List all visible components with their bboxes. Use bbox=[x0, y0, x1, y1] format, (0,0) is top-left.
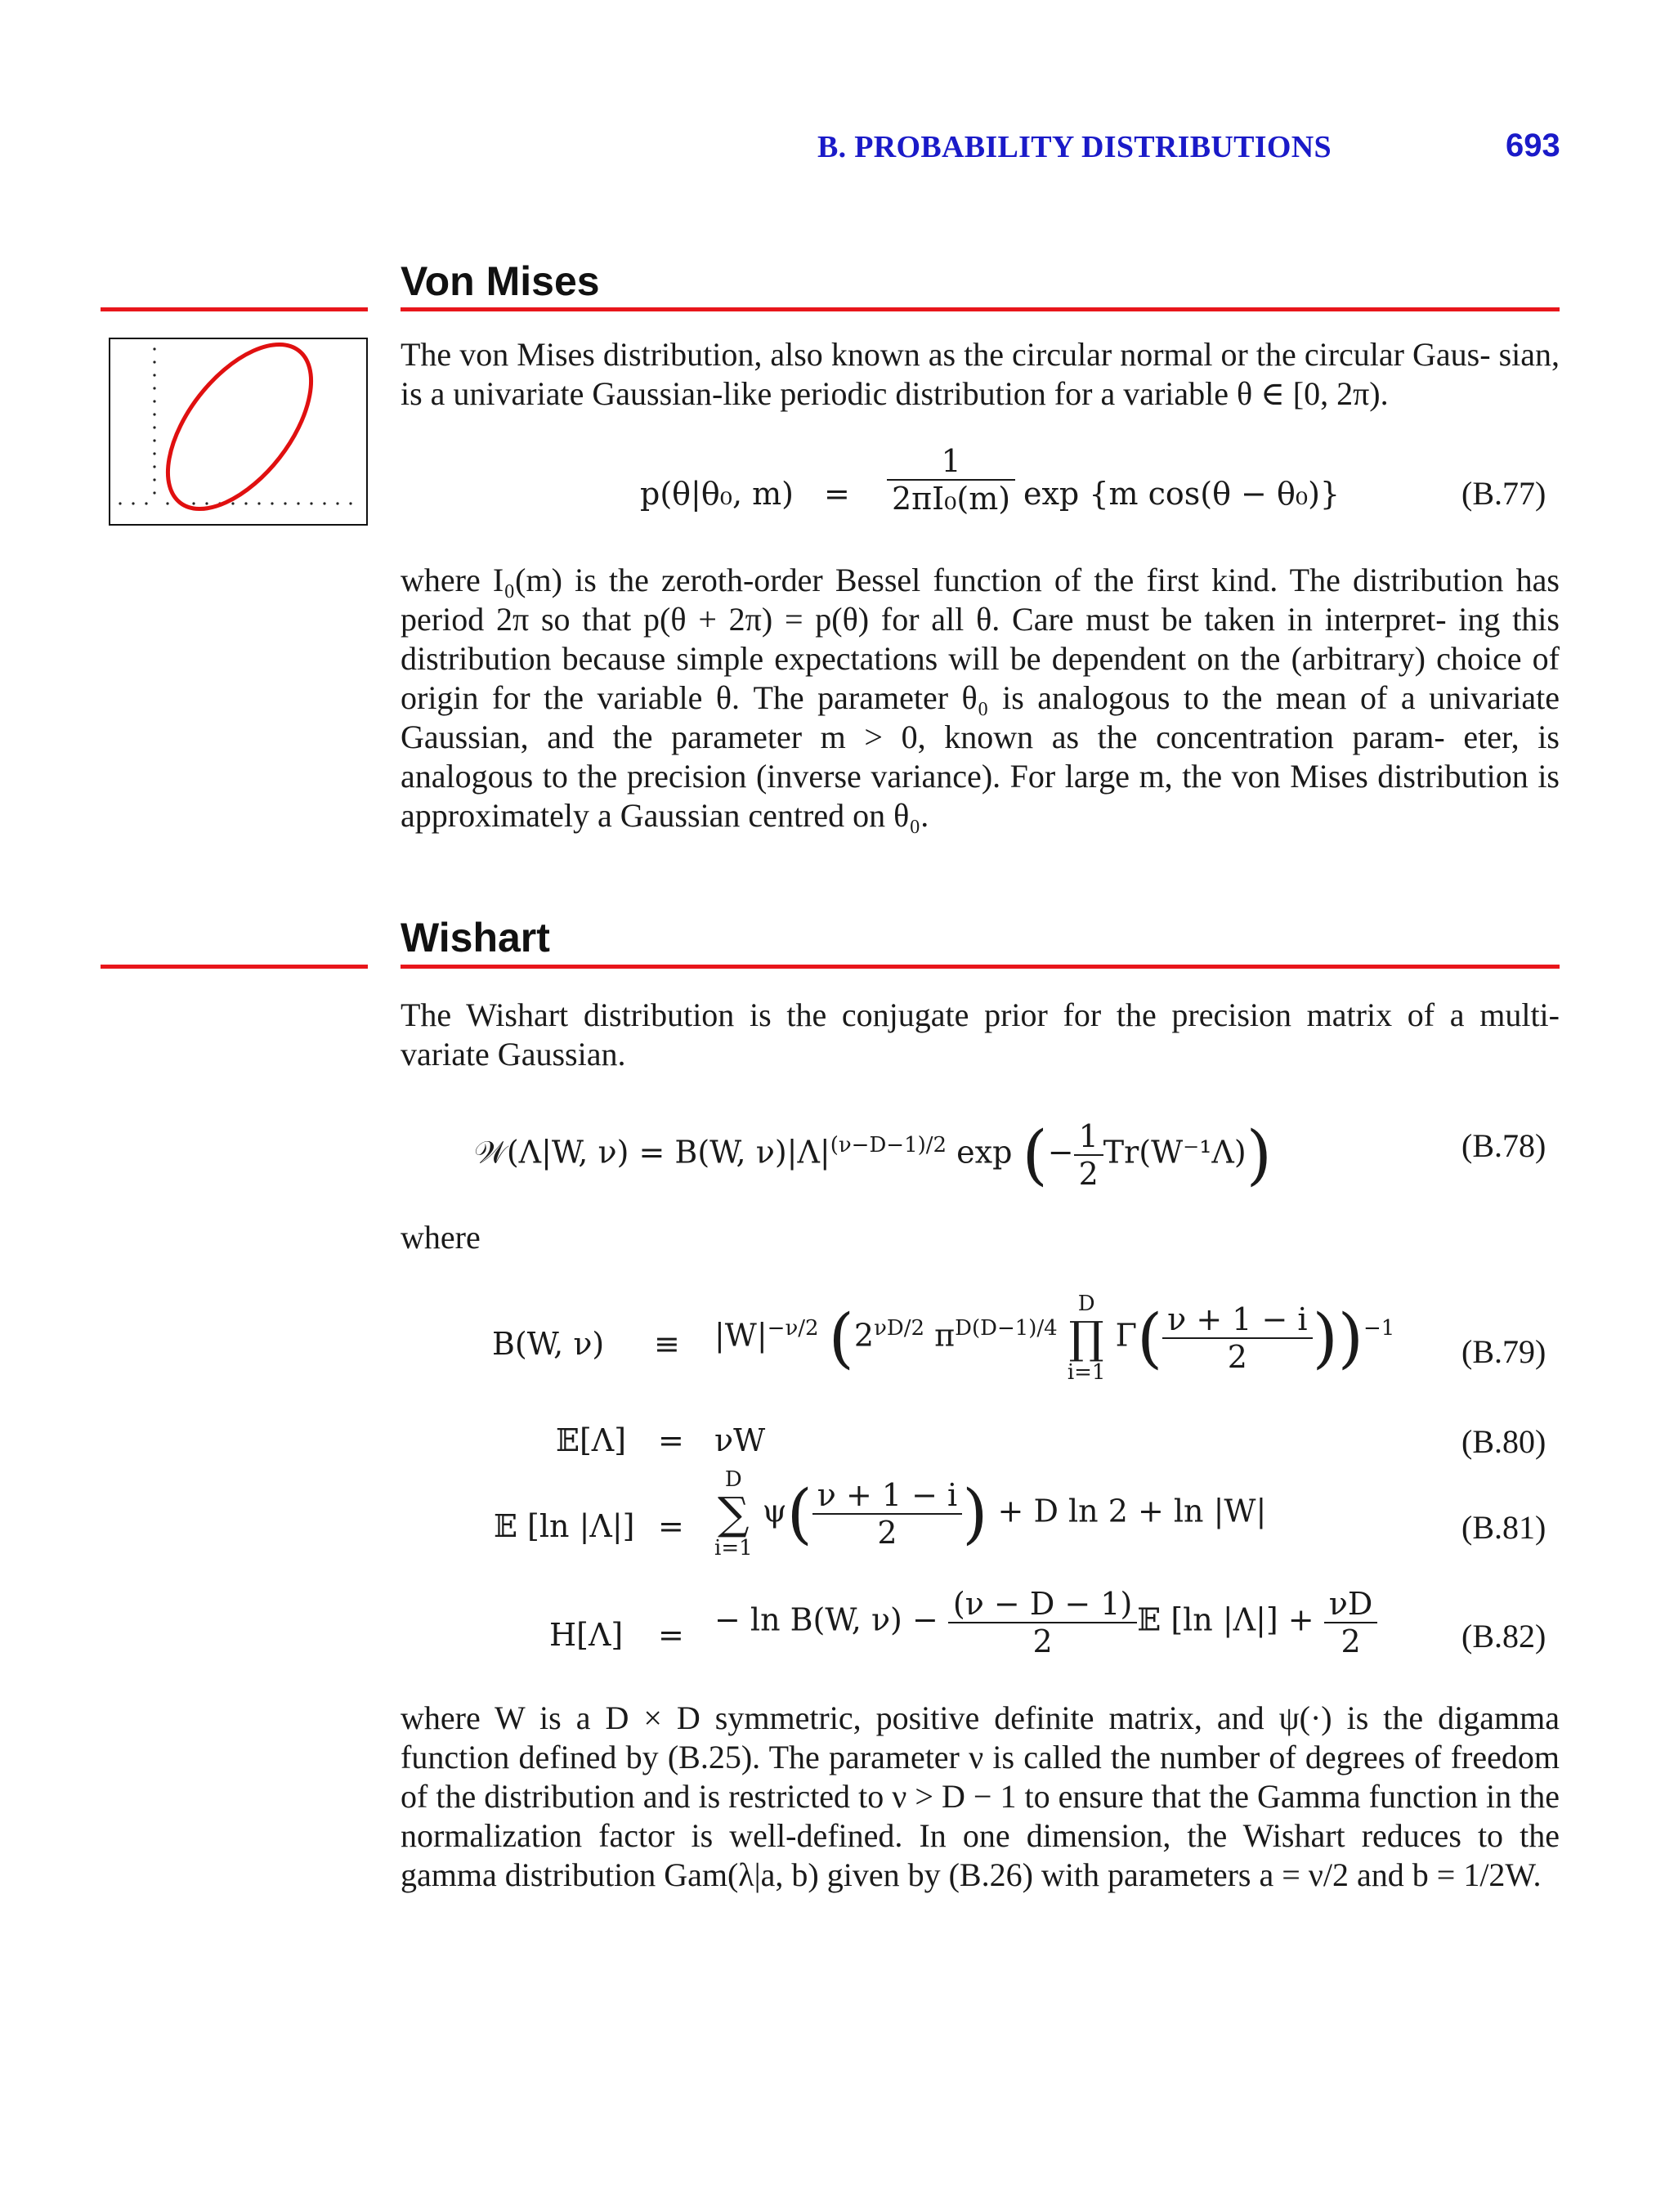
eq-b77-rel: = bbox=[824, 476, 850, 512]
eq-b80-rhs: νW bbox=[714, 1422, 766, 1458]
eq-b82-rhs bbox=[714, 1586, 1377, 1659]
von-mises-ellipse-plot-icon bbox=[109, 338, 368, 526]
eq-b79-rel: ≡ bbox=[654, 1326, 680, 1362]
eq-b78-lhs: 𝒲(Λ|W, ν) = B(W, ν)|Λ| bbox=[474, 1134, 830, 1171]
eq-b79-label: (B.79) bbox=[1461, 1333, 1546, 1370]
eq-b82-label: (B.82) bbox=[1461, 1618, 1546, 1655]
margin-rule-left bbox=[101, 965, 368, 969]
eq-b79-outer-exp: −1 bbox=[1363, 1315, 1395, 1341]
eq-b81-lhs: 𝔼 [ln |Λ|] bbox=[494, 1508, 635, 1544]
running-header-title: B. PROBABILITY DISTRIBUTIONS bbox=[817, 130, 1332, 164]
eq-b81-frac-den: 2 bbox=[877, 1515, 897, 1551]
eq-b79-gamma: Γ bbox=[1115, 1317, 1137, 1354]
eq-b79-two: 2 bbox=[853, 1317, 875, 1354]
eq-b79-two-exp: νD/2 bbox=[874, 1315, 925, 1341]
eq-b82-frac2-den: 2 bbox=[1341, 1623, 1361, 1659]
eq-b81-rel: = bbox=[658, 1508, 684, 1544]
eq-b78-trace: Tr(W⁻¹Λ) bbox=[1103, 1134, 1247, 1171]
summation-icon: ∑ bbox=[718, 1488, 750, 1539]
wishart-body: where W is a D × D symmetric, positive definite matrix, and ψ(·) is the digamma function defined by (B.25). The parameter ν is called the number of degrees of freedom of the distribution and is restricted to ν > D − 1 to ensure that the Gamma function in the normalization factor is well-defined. In one dimension, the Wishart reduces to the gamma distribution Gam(λ|a, b) given by (B.26) with parameters a = ν/2 and b = 1/2W. bbox=[401, 1699, 1560, 1893]
eq-b81-sum-bot: i=1 bbox=[714, 1536, 753, 1560]
eq-b79-det-exp: −ν/2 bbox=[767, 1315, 819, 1341]
eq-b81-rhs: D ∑ i=1 ψ( $\frac{\nu + 1 - i}{2}$ ) + D ln 2 + ln |W| bbox=[714, 1467, 1267, 1560]
eq-b80-label: (B.80) bbox=[1461, 1423, 1546, 1460]
eq-b77-label: (B.77) bbox=[1461, 475, 1546, 512]
eq-b81-sum-top: D bbox=[724, 1467, 742, 1492]
section-title-wishart: Wishart bbox=[401, 915, 550, 960]
page-number: 693 bbox=[1506, 128, 1560, 163]
eq-b79-prod-bot: i=1 bbox=[1067, 1360, 1106, 1385]
eq-b77-rhs: exp {m cos(θ − θ₀)} bbox=[1023, 476, 1341, 512]
eq-b82-frac1-num: (ν − D − 1) bbox=[948, 1586, 1137, 1623]
eq-b77-frac-den: 2πI₀(m) bbox=[892, 481, 1011, 517]
eq-b82-rel: = bbox=[658, 1617, 684, 1653]
von-mises-body: where I₀(m) is the zeroth-order Bessel function of the first kind. The distribution has period 2π so that p(θ + 2π) = p(θ) for all θ. Care must be taken in interpret- ing this distribution because simple expectations will be dependent on the (arbitrary) choice of origin for the variable θ. The parameter θ₀ is analogous to the mean of a univariate Gaussian, and the parameter m > 0, known as the concentration param- eter, is analogous to the precision (inverse variance). For large m, the von Mises distribution is approximately a Gaussian centred on θ₀. bbox=[401, 562, 1560, 834]
wishart-intro: The Wishart distribution is the conjugate prior for the precision matrix of a multi- variate Gaussian. bbox=[401, 996, 1560, 1072]
eq-b79-pi: π bbox=[934, 1317, 956, 1354]
where-text: where bbox=[401, 1219, 481, 1256]
eq-b77-lhs: p(θ|θ₀, m) bbox=[640, 476, 794, 512]
section-rule bbox=[401, 965, 1560, 969]
eq-b81-tail: + D ln 2 + ln |W| bbox=[997, 1493, 1267, 1529]
eq-b79-frac-num: ν + 1 − i bbox=[1162, 1301, 1312, 1339]
eq-b77-fraction bbox=[887, 443, 1015, 517]
eq-b78-frac-den: 2 bbox=[1078, 1156, 1099, 1192]
eq-b82-frac1-den: 2 bbox=[1032, 1623, 1053, 1659]
eq-b80-lhs: 𝔼[Λ] bbox=[556, 1422, 627, 1458]
eq-b78-exp: exp bbox=[956, 1134, 1013, 1171]
eq-b78-exponent: (ν−D−1)/2 bbox=[830, 1132, 947, 1157]
eq-b79-lhs: B(W, ν) bbox=[492, 1326, 605, 1362]
product-icon: ∏ bbox=[1068, 1312, 1104, 1363]
eq-b82-rhs-a: − ln B(W, ν) − bbox=[714, 1601, 938, 1638]
von-mises-intro: The von Mises distribution, also known as the circular normal or the circular Gaus- sian, is a univariate Gaussian-like periodic distribution for a variable θ ∈ [0, 2π). bbox=[401, 336, 1560, 412]
eq-b79-prod-top: D bbox=[1077, 1292, 1095, 1316]
eq-b79-det-w: |W| bbox=[714, 1317, 768, 1354]
eq-b79-pi-exp: D(D−1)/4 bbox=[955, 1315, 1058, 1341]
eq-b80-rel: = bbox=[658, 1422, 684, 1458]
eq-b77-frac-num: 1 bbox=[887, 443, 1015, 481]
margin-rule-left bbox=[101, 307, 368, 311]
eq-b81-label: (B.81) bbox=[1461, 1509, 1546, 1546]
eq-b79-frac-den: 2 bbox=[1227, 1339, 1247, 1375]
eq-b78-label: (B.78) bbox=[1461, 1127, 1546, 1164]
eq-b78: 𝒲(Λ|W, ν) = B(W, $\nu)|\Lambda|^{(\nu-D-1)/2}$ exp (− $\frac{1}{2}$ Tr(W⁻¹Λ)) bbox=[474, 1117, 1272, 1193]
eq-b79-rhs: $|W|^{-\nu/2}$ ($2^{\nu D/2}$ $\pi^{D(D-1)/4}$ D ∏ i=1 Γ( $\frac{\nu + 1 - i}{2}$ ))$^{-1}$ bbox=[714, 1292, 1395, 1385]
section-title-von-mises: Von Mises bbox=[401, 258, 600, 304]
eq-b82-lhs: H[Λ] bbox=[549, 1617, 624, 1653]
eq-b81-frac-num: ν + 1 − i bbox=[812, 1477, 962, 1515]
eq-b81-psi: ψ bbox=[762, 1493, 787, 1529]
section-rule bbox=[401, 307, 1560, 311]
eq-b82-mid: 𝔼 [ln |Λ|] + bbox=[1137, 1601, 1314, 1638]
eq-b78-frac-num: 1 bbox=[1074, 1118, 1103, 1156]
eq-b82-frac2-num: νD bbox=[1324, 1586, 1378, 1623]
